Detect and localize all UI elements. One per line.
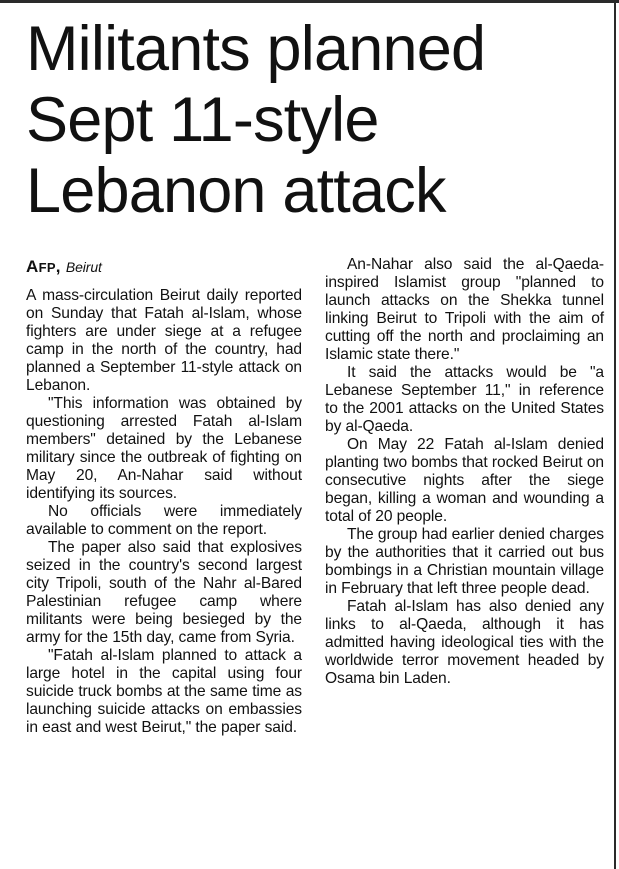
paragraph: "This information was obtained by questioning arrested Fatah al-Islam members" detained by the Lebanese military since the outbreak of fighting on May 20, An-Nahar said without identifying its sources.: [26, 395, 302, 502]
paragraph: "Fatah al-Islam planned to attack a large hotel in the capital using four suicide truck bombs at the same time as launching suicide attacks on embassies in east and west Beirut," the paper said.: [26, 647, 302, 736]
top-border: [0, 0, 619, 3]
paragraph: A mass-circulation Beirut daily reported on Sunday that Fatah al-Islam, whose fighters are under siege at a refugee camp in the north of the country, had planned a September 11-style attack on Lebanon.: [26, 287, 302, 394]
left-column: [26, 256, 302, 737]
right-border: [614, 0, 616, 869]
paragraph: Fatah al-Islam has also denied any links to al-Qaeda, although it has admitted having ideological ties with the worldwide terror movement headed by Osama bin Laden.: [325, 598, 604, 687]
byline: [26, 256, 302, 279]
paragraph: An-Nahar also said the al-Qaeda-inspired Islamist group "planned to launch attacks on the Shekka tunnel linking Beirut to Tripoli with the aim of cutting off the north and proclaiming an Islamic state there.": [325, 256, 604, 363]
headline: Militants planned Sept 11-style Lebanon attack: [26, 14, 486, 226]
byline-agency: [26, 257, 56, 276]
byline-city: Beirut: [65, 259, 102, 275]
byline-agency-rest: FP: [38, 260, 56, 275]
byline-agency-initial: A: [26, 257, 39, 276]
byline-separator: ,: [55, 257, 66, 276]
paragraph: The group had earlier denied charges by the authorities that it carried out bus bombings in a Christian mountain village in February that left three people dead.: [325, 526, 604, 597]
right-column: [325, 256, 604, 688]
paragraph: On May 22 Fatah al-Islam denied planting two bombs that rocked Beirut on consecutive nights after the siege began, killing a woman and wounding a total of 20 people.: [325, 436, 604, 525]
paragraph: It said the attacks would be "a Lebanese September 11," in reference to the 2001 attacks on the United States by al-Qaeda.: [325, 364, 604, 435]
paragraph: No officials were immediately available to comment on the report.: [26, 503, 302, 538]
paragraph: The paper also said that explosives seized in the country's second largest city Tripoli, south of the Nahr al-Bared Palestinian refugee camp where militants were being besieged by the army for the 15th day, came from Syria.: [26, 539, 302, 646]
